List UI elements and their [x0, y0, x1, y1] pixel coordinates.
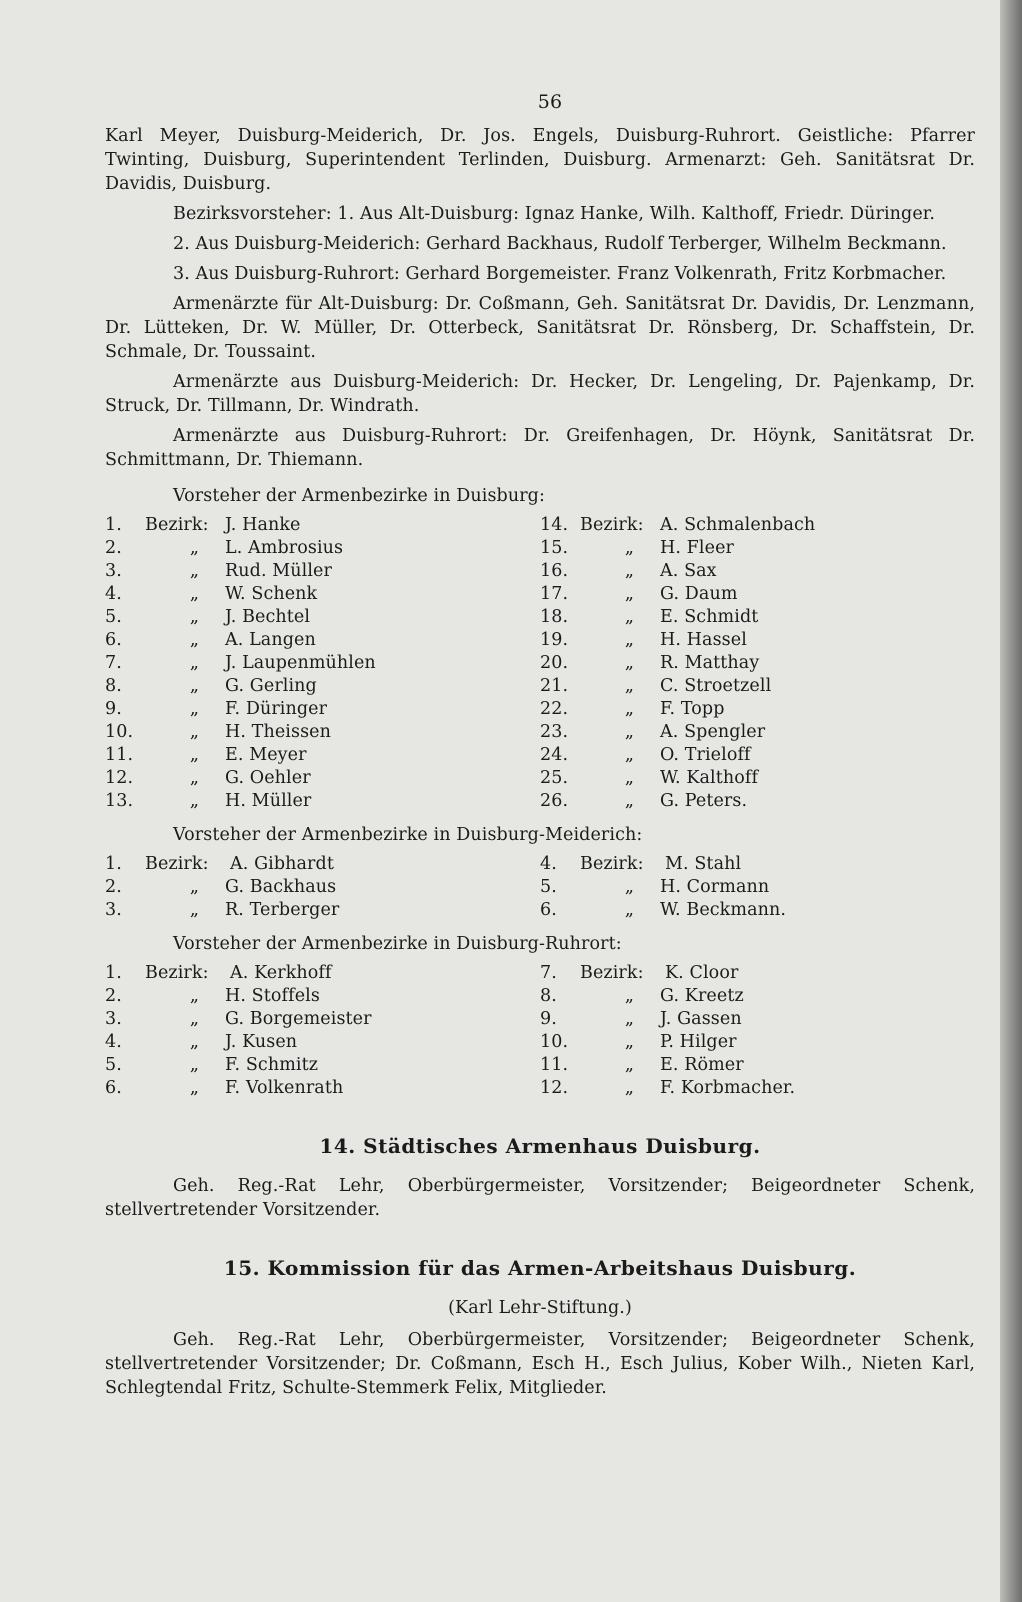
ditto-mark: „ — [189, 538, 199, 558]
list-item — [540, 767, 975, 790]
list-item — [105, 876, 540, 899]
item-name: G. Oehler — [225, 768, 311, 788]
heading-kommission: 15. Kommission für das Armen-Arbeitshaus Duisburg. — [223, 1256, 857, 1280]
item-name: H. Cormann — [660, 877, 770, 897]
ditto-mark: „ — [624, 1009, 634, 1029]
item-name: G. Kreetz — [660, 986, 744, 1006]
paragraph-kommission: Geh. Reg.-Rat Lehr, Oberbürgermeister, Vorsitzender; Beigeordneter Schenk, stellvertretender Vorsitzender; Dr. Coßmann, Esch H., Esch Julius, Kober Wilh., Nieten Karl, Schlegtendal Fritz, Schulte-Stemmerk Felix, Mitglieder. — [105, 1330, 975, 1398]
list-item — [105, 985, 540, 1008]
item-name: W. Beckmann. — [660, 900, 787, 920]
ditto-mark: „ — [624, 877, 634, 897]
ditto-mark: „ — [189, 900, 199, 920]
item-number: 20. — [540, 653, 569, 673]
ditto-mark: „ — [624, 561, 634, 581]
item-name: K. Cloor — [665, 963, 739, 983]
ditto-mark: „ — [189, 722, 199, 742]
item-name: J. Gassen — [660, 1009, 742, 1029]
list-meiderich-left — [105, 853, 540, 922]
item-number: 6. — [540, 900, 557, 920]
item-name: A. Sax — [660, 561, 717, 581]
list-item — [105, 1031, 540, 1054]
item-name: F. Düringer — [225, 699, 328, 719]
list-item — [540, 962, 975, 985]
item-number: 16. — [540, 561, 569, 581]
item-name: A. Kerkhoff — [230, 963, 332, 983]
item-name: A. Langen — [225, 630, 316, 650]
item-name: W. Schenk — [225, 584, 318, 604]
item-number: 1. — [105, 963, 122, 983]
paragraph-meiderich: 2. Aus Duisburg-Meiderich: Gerhard Backhaus, Rudolf Terberger, Wilhelm Beckmann. — [173, 234, 947, 254]
bezirk-label: Bezirk: — [145, 515, 209, 535]
item-number: 4. — [105, 584, 122, 604]
list-item — [105, 1008, 540, 1031]
item-number: 22. — [540, 699, 569, 719]
item-number: 4. — [540, 854, 557, 874]
ditto-mark: „ — [624, 1078, 634, 1098]
item-name: F. Korbmacher. — [660, 1078, 796, 1098]
item-name: H. Fleer — [660, 538, 735, 558]
item-number: 2. — [105, 538, 122, 558]
page-edge — [1000, 0, 1022, 1602]
paragraph-armenhaus: Geh. Reg.-Rat Lehr, Oberbürgermeister, Vorsitzender; Beigeordneter Schenk, stellvertretender Vorsitzender. — [105, 1176, 975, 1220]
item-name: E. Meyer — [225, 745, 307, 765]
item-name: A. Spengler — [660, 722, 766, 742]
list-item — [105, 744, 540, 767]
item-name: M. Stahl — [665, 854, 742, 874]
item-name: J. Laupenmühlen — [225, 653, 376, 673]
item-name: J. Hanke — [225, 515, 301, 535]
ditto-mark: „ — [624, 699, 634, 719]
list-item — [105, 583, 540, 606]
list-item — [105, 1054, 540, 1077]
item-name: E. Schmidt — [660, 607, 759, 627]
item-number: 6. — [105, 630, 122, 650]
list-ruhrort — [105, 962, 975, 1100]
list-item — [540, 675, 975, 698]
item-number: 2. — [105, 877, 122, 897]
bezirk-label: Bezirk: — [145, 963, 209, 983]
item-number: 8. — [540, 986, 557, 1006]
ditto-mark: „ — [189, 877, 199, 897]
item-number: 8. — [105, 676, 122, 696]
paragraph-bezirksvorsteher: Bezirksvorsteher: 1. Aus Alt-Duisburg: Ignaz Hanke, Wilh. Kalthoff, Friedr. Düringer. — [173, 204, 936, 224]
item-number: 11. — [105, 745, 134, 765]
item-name: G. Peters. — [660, 791, 748, 811]
bezirk-label: Bezirk: — [580, 963, 644, 983]
ditto-mark: „ — [624, 584, 634, 604]
section-title-duisburg: Vorsteher der Armenbezirke in Duisburg: — [173, 486, 545, 506]
ditto-mark: „ — [624, 900, 634, 920]
list-item — [105, 767, 540, 790]
item-name: H. Stoffels — [225, 986, 320, 1006]
item-number: 11. — [540, 1055, 569, 1075]
list-item — [105, 790, 540, 813]
ditto-mark: „ — [189, 1055, 199, 1075]
ditto-mark: „ — [189, 561, 199, 581]
section-title-ruhrort: Vorsteher der Armenbezirke in Duisburg-Ruhrort: — [173, 934, 622, 954]
ditto-mark: „ — [624, 1055, 634, 1075]
list-item — [540, 721, 975, 744]
list-item — [540, 606, 975, 629]
ditto-mark: „ — [189, 986, 199, 1006]
ditto-mark: „ — [189, 699, 199, 719]
item-number: 12. — [540, 1078, 569, 1098]
item-name: F. Volkenrath — [225, 1078, 344, 1098]
list-item — [105, 1077, 540, 1100]
ditto-mark: „ — [189, 676, 199, 696]
item-number: 9. — [540, 1009, 557, 1029]
ditto-mark: „ — [624, 722, 634, 742]
ditto-mark: „ — [624, 791, 634, 811]
item-name: W. Kalthoff — [660, 768, 759, 788]
ditto-mark: „ — [624, 630, 634, 650]
item-number: 15. — [540, 538, 569, 558]
list-item — [105, 629, 540, 652]
list-item — [105, 698, 540, 721]
item-number: 14. — [540, 515, 569, 535]
paragraph-ruhrort: 3. Aus Duisburg-Ruhrort: Gerhard Borgemeister. Franz Volkenrath, Fritz Korbmacher. — [173, 264, 947, 284]
item-number: 5. — [105, 1055, 122, 1075]
ditto-mark: „ — [624, 986, 634, 1006]
list-item — [540, 629, 975, 652]
item-number: 6. — [105, 1078, 122, 1098]
list-item — [540, 899, 975, 922]
list-item — [540, 876, 975, 899]
ditto-mark: „ — [189, 607, 199, 627]
item-name: G. Daum — [660, 584, 738, 604]
list-item — [105, 721, 540, 744]
list-item — [540, 985, 975, 1008]
item-name: O. Trieloff — [660, 745, 751, 765]
ditto-mark: „ — [624, 745, 634, 765]
item-number: 5. — [540, 877, 557, 897]
list-item — [540, 1054, 975, 1077]
item-number: 3. — [105, 1009, 122, 1029]
ditto-mark: „ — [189, 1078, 199, 1098]
ditto-mark: „ — [624, 1032, 634, 1052]
heading-armenhaus: 14. Städtisches Armenhaus Duisburg. — [319, 1134, 761, 1158]
list-item — [540, 698, 975, 721]
ditto-mark: „ — [624, 676, 634, 696]
list-meiderich — [105, 853, 975, 922]
item-name: A. Schmalenbach — [660, 515, 816, 535]
list-item — [105, 675, 540, 698]
item-number: 21. — [540, 676, 569, 696]
item-number: 17. — [540, 584, 569, 604]
list-item — [540, 744, 975, 767]
ditto-mark: „ — [189, 630, 199, 650]
item-number: 4. — [105, 1032, 122, 1052]
item-number: 23. — [540, 722, 569, 742]
item-name: P. Hilger — [660, 1032, 737, 1052]
list-item — [540, 583, 975, 606]
item-name: H. Hassel — [660, 630, 747, 650]
list-item — [105, 652, 540, 675]
list-meiderich-right — [540, 853, 975, 922]
item-name: C. Stroetzell — [660, 676, 772, 696]
item-name: E. Römer — [660, 1055, 744, 1075]
item-number: 1. — [105, 854, 122, 874]
item-number: 24. — [540, 745, 569, 765]
item-number: 7. — [105, 653, 122, 673]
list-item — [540, 1077, 975, 1100]
paragraph-armenaerzte-alt: Armenärzte für Alt-Duisburg: Dr. Coßmann, Geh. Sanitätsrat Dr. Davidis, Dr. Lenzmann, Dr. Lütteken, Dr. W. Müller, Dr. Otterbeck, Sanitätsrat Dr. Rönsberg, Dr. Schaffstein, Dr. Schmale, Dr. Toussaint. — [105, 294, 975, 362]
item-number: 5. — [105, 607, 122, 627]
list-ruhrort-left — [105, 962, 540, 1100]
ditto-mark: „ — [189, 791, 199, 811]
list-item — [540, 652, 975, 675]
bezirk-label: Bezirk: — [580, 515, 644, 535]
item-number: 26. — [540, 791, 569, 811]
list-item — [105, 962, 540, 985]
item-number: 3. — [105, 561, 122, 581]
ditto-mark: „ — [624, 607, 634, 627]
item-number: 10. — [105, 722, 134, 742]
ditto-mark: „ — [189, 745, 199, 765]
list-duisburg — [105, 514, 975, 813]
item-name: A. Gibhardt — [230, 854, 334, 874]
ditto-mark: „ — [189, 653, 199, 673]
list-item — [540, 560, 975, 583]
list-item — [105, 560, 540, 583]
item-name: J. Kusen — [225, 1032, 298, 1052]
list-item — [540, 1031, 975, 1054]
list-item — [105, 899, 540, 922]
item-number: 2. — [105, 986, 122, 1006]
page-number: 56 — [537, 91, 563, 113]
bezirk-label: Bezirk: — [145, 854, 209, 874]
paragraph-armenaerzte-meiderich: Armenärzte aus Duisburg-Meiderich: Dr. Hecker, Dr. Lengeling, Dr. Pajenkamp, Dr. Struck, Dr. Tillmann, Dr. Windrath. — [105, 372, 975, 416]
paragraph-armenaerzte-ruhrort: Armenärzte aus Duisburg-Ruhrort: Dr. Greifenhagen, Dr. Höynk, Sanitätsrat Dr. Schmittmann, Dr. Thiemann. — [105, 426, 975, 470]
list-item — [540, 1008, 975, 1031]
ditto-mark: „ — [624, 653, 634, 673]
item-name: R. Terberger — [225, 900, 340, 920]
list-duisburg-left — [105, 514, 540, 813]
item-number: 13. — [105, 791, 134, 811]
item-number: 25. — [540, 768, 569, 788]
item-name: J. Bechtel — [225, 607, 311, 627]
item-number: 3. — [105, 900, 122, 920]
item-name: G. Gerling — [225, 676, 317, 696]
item-number: 19. — [540, 630, 569, 650]
list-item — [105, 853, 540, 876]
item-name: G. Borgemeister — [225, 1009, 372, 1029]
list-duisburg-right — [540, 514, 975, 813]
list-ruhrort-right — [540, 962, 975, 1100]
item-number: 12. — [105, 768, 134, 788]
item-name: Rud. Müller — [225, 561, 332, 581]
ditto-mark: „ — [624, 538, 634, 558]
subheading-stiftung: (Karl Lehr-Stiftung.) — [448, 1298, 632, 1318]
list-item — [105, 606, 540, 629]
item-name: L. Ambrosius — [225, 538, 344, 558]
list-item — [540, 514, 975, 537]
list-item — [540, 790, 975, 813]
item-name: F. Schmitz — [225, 1055, 319, 1075]
list-item — [540, 537, 975, 560]
ditto-mark: „ — [189, 1009, 199, 1029]
ditto-mark: „ — [624, 768, 634, 788]
item-name: R. Matthay — [660, 653, 760, 673]
list-item — [105, 514, 540, 537]
list-item — [105, 537, 540, 560]
ditto-mark: „ — [189, 584, 199, 604]
item-number: 7. — [540, 963, 557, 983]
item-name: G. Backhaus — [225, 877, 337, 897]
paragraph-geistliche: Karl Meyer, Duisburg-Meiderich, Dr. Jos. Engels, Duisburg-Ruhrort. Geistliche: Pfarrer Twinting, Duisburg, Superintendent Terlinden, Duisburg. Armenarzt: Geh. Sanitätsrat Dr. Davidis, Duisburg. — [105, 126, 975, 194]
ditto-mark: „ — [189, 1032, 199, 1052]
item-number: 18. — [540, 607, 569, 627]
item-number: 1. — [105, 515, 122, 535]
item-number: 9. — [105, 699, 122, 719]
item-name: H. Theissen — [225, 722, 331, 742]
item-name: H. Müller — [225, 791, 312, 811]
page-content — [105, 90, 975, 1406]
list-item — [540, 853, 975, 876]
item-number: 10. — [540, 1032, 569, 1052]
section-title-meiderich: Vorsteher der Armenbezirke in Duisburg-Meiderich: — [173, 825, 643, 845]
item-name: F. Topp — [660, 699, 725, 719]
bezirk-label: Bezirk: — [580, 854, 644, 874]
ditto-mark: „ — [189, 768, 199, 788]
